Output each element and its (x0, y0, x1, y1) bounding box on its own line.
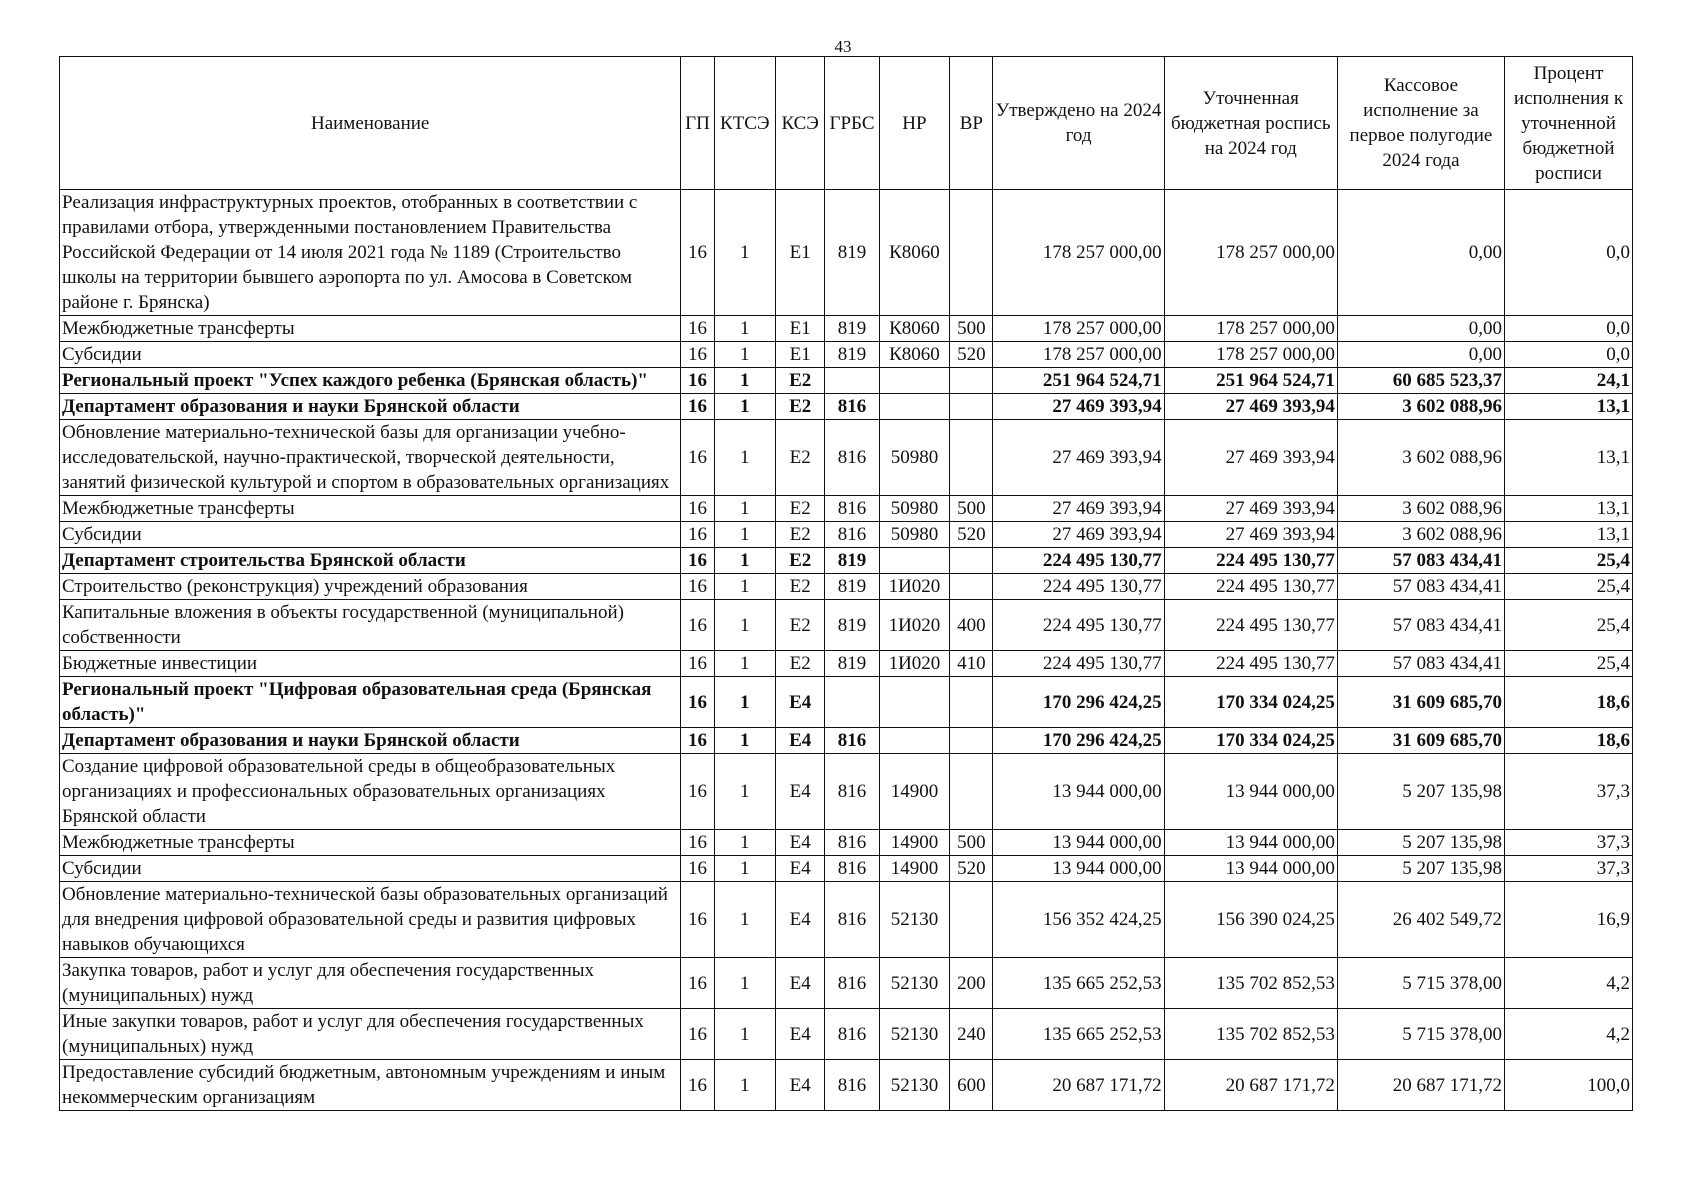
cell-ktse: 1 (714, 394, 775, 420)
cell-vr (950, 368, 993, 394)
cell-percent: 4,2 (1505, 1009, 1633, 1060)
cell-percent: 25,4 (1505, 651, 1633, 677)
cell-kse: E4 (775, 728, 824, 754)
cell-ktse: 1 (714, 574, 775, 600)
cell-kse: E4 (775, 677, 824, 728)
column-header-nr: НР (879, 57, 949, 190)
cell-name: Департамент образования и науки Брянской области (60, 728, 681, 754)
cell-cash: 57 083 434,41 (1337, 651, 1504, 677)
table-row (60, 830, 1633, 856)
cell-percent: 25,4 (1505, 574, 1633, 600)
column-header-percent: Процент исполнения к уточненной бюджетной росписи (1505, 57, 1633, 190)
cell-approved: 135 665 252,53 (993, 958, 1164, 1009)
cell-gp: 16 (681, 856, 714, 882)
cell-nr: 1И020 (879, 651, 949, 677)
cell-kse: E2 (775, 420, 824, 496)
cell-nr: 52130 (879, 882, 949, 958)
cell-gp: 16 (681, 420, 714, 496)
cell-ktse: 1 (714, 368, 775, 394)
table-row (60, 958, 1633, 1009)
cell-ktse: 1 (714, 958, 775, 1009)
cell-vr: 200 (950, 958, 993, 1009)
column-header-grbs: ГРБС (825, 57, 879, 190)
cell-percent: 25,4 (1505, 548, 1633, 574)
cell-kse: E2 (775, 368, 824, 394)
cell-vr (950, 677, 993, 728)
cell-ktse: 1 (714, 190, 775, 316)
table-row (60, 600, 1633, 651)
cell-grbs: 819 (825, 548, 879, 574)
column-header-name: Наименование (60, 57, 681, 190)
cell-ktse: 1 (714, 548, 775, 574)
cell-ktse: 1 (714, 677, 775, 728)
cell-percent: 0,0 (1505, 190, 1633, 316)
cell-ktse: 1 (714, 754, 775, 830)
cell-ktse: 1 (714, 856, 775, 882)
cell-kse: E4 (775, 958, 824, 1009)
cell-name: Строительство (реконструкция) учреждений образования (60, 574, 681, 600)
cell-gp: 16 (681, 548, 714, 574)
cell-cash: 5 207 135,98 (1337, 830, 1504, 856)
cell-percent: 24,1 (1505, 368, 1633, 394)
cell-gp: 16 (681, 368, 714, 394)
cell-approved: 27 469 393,94 (993, 522, 1164, 548)
table-row (60, 882, 1633, 958)
cell-ktse: 1 (714, 496, 775, 522)
cell-gp: 16 (681, 754, 714, 830)
table-row (60, 548, 1633, 574)
cell-approved: 170 296 424,25 (993, 728, 1164, 754)
cell-name: Бюджетные инвестиции (60, 651, 681, 677)
cell-name: Субсидии (60, 342, 681, 368)
cell-kse: E4 (775, 830, 824, 856)
cell-kse: E1 (775, 316, 824, 342)
table-row (60, 368, 1633, 394)
cell-vr (950, 882, 993, 958)
cell-grbs: 819 (825, 651, 879, 677)
cell-approved: 170 296 424,25 (993, 677, 1164, 728)
cell-vr (950, 728, 993, 754)
cell-approved: 13 944 000,00 (993, 830, 1164, 856)
cell-name: Создание цифровой образовательной среды в общеобразовательных организациях и профессиональных образовательных организациях Брянской области (60, 754, 681, 830)
cell-refined: 27 469 393,94 (1164, 522, 1337, 548)
cell-nr: К8060 (879, 316, 949, 342)
cell-cash: 5 207 135,98 (1337, 754, 1504, 830)
cell-approved: 251 964 524,71 (993, 368, 1164, 394)
cell-nr: 14900 (879, 830, 949, 856)
cell-cash: 57 083 434,41 (1337, 548, 1504, 574)
cell-refined: 27 469 393,94 (1164, 394, 1337, 420)
cell-approved: 178 257 000,00 (993, 316, 1164, 342)
cell-nr: 14900 (879, 754, 949, 830)
cell-percent: 18,6 (1505, 677, 1633, 728)
cell-cash: 26 402 549,72 (1337, 882, 1504, 958)
cell-nr: К8060 (879, 342, 949, 368)
cell-vr (950, 190, 993, 316)
cell-grbs: 816 (825, 754, 879, 830)
cell-approved: 13 944 000,00 (993, 754, 1164, 830)
cell-approved: 135 665 252,53 (993, 1009, 1164, 1060)
cell-vr: 400 (950, 600, 993, 651)
cell-kse: E2 (775, 496, 824, 522)
cell-cash: 31 609 685,70 (1337, 728, 1504, 754)
cell-nr (879, 728, 949, 754)
cell-ktse: 1 (714, 882, 775, 958)
cell-grbs: 819 (825, 342, 879, 368)
cell-percent: 18,6 (1505, 728, 1633, 754)
cell-grbs: 816 (825, 856, 879, 882)
column-header-gp: ГП (681, 57, 714, 190)
cell-gp: 16 (681, 958, 714, 1009)
table-row (60, 677, 1633, 728)
cell-grbs: 819 (825, 316, 879, 342)
cell-percent: 37,3 (1505, 856, 1633, 882)
cell-gp: 16 (681, 882, 714, 958)
cell-nr: 52130 (879, 958, 949, 1009)
cell-ktse: 1 (714, 651, 775, 677)
cell-gp: 16 (681, 522, 714, 548)
column-header-vr: ВР (950, 57, 993, 190)
table-row (60, 496, 1633, 522)
cell-name: Субсидии (60, 522, 681, 548)
table-row (60, 522, 1633, 548)
cell-cash: 60 685 523,37 (1337, 368, 1504, 394)
cell-approved: 13 944 000,00 (993, 856, 1164, 882)
cell-name: Департамент образования и науки Брянской области (60, 394, 681, 420)
cell-cash: 3 602 088,96 (1337, 420, 1504, 496)
cell-nr: 52130 (879, 1060, 949, 1111)
cell-refined: 170 334 024,25 (1164, 728, 1337, 754)
cell-cash: 20 687 171,72 (1337, 1060, 1504, 1111)
cell-percent: 13,1 (1505, 394, 1633, 420)
cell-refined: 135 702 852,53 (1164, 958, 1337, 1009)
cell-percent: 25,4 (1505, 600, 1633, 651)
cell-percent: 16,9 (1505, 882, 1633, 958)
cell-cash: 0,00 (1337, 316, 1504, 342)
cell-grbs: 816 (825, 496, 879, 522)
column-header-ktse: КТСЭ (714, 57, 775, 190)
cell-kse: E1 (775, 190, 824, 316)
cell-nr: 52130 (879, 1009, 949, 1060)
cell-gp: 16 (681, 394, 714, 420)
cell-nr (879, 677, 949, 728)
cell-approved: 178 257 000,00 (993, 342, 1164, 368)
cell-cash: 3 602 088,96 (1337, 394, 1504, 420)
cell-gp: 16 (681, 1060, 714, 1111)
cell-ktse: 1 (714, 1009, 775, 1060)
cell-grbs: 819 (825, 190, 879, 316)
cell-name: Межбюджетные трансферты (60, 496, 681, 522)
cell-kse: E2 (775, 522, 824, 548)
cell-gp: 16 (681, 190, 714, 316)
cell-name: Региональный проект "Цифровая образовательная среда (Брянская область)" (60, 677, 681, 728)
cell-refined: 224 495 130,77 (1164, 651, 1337, 677)
cell-grbs: 819 (825, 600, 879, 651)
cell-refined: 27 469 393,94 (1164, 420, 1337, 496)
cell-percent: 0,0 (1505, 316, 1633, 342)
cell-kse: E4 (775, 754, 824, 830)
cell-refined: 13 944 000,00 (1164, 754, 1337, 830)
cell-gp: 16 (681, 574, 714, 600)
cell-vr (950, 548, 993, 574)
page-number: 43 (834, 37, 852, 56)
cell-grbs: 816 (825, 728, 879, 754)
cell-approved: 224 495 130,77 (993, 574, 1164, 600)
table-row (60, 342, 1633, 368)
cell-nr: 50980 (879, 522, 949, 548)
cell-kse: E2 (775, 574, 824, 600)
cell-kse: E2 (775, 548, 824, 574)
cell-gp: 16 (681, 830, 714, 856)
cell-vr (950, 420, 993, 496)
table-row (60, 1060, 1633, 1111)
column-header-approved: Утверждено на 2024 год (993, 57, 1164, 190)
cell-nr: 50980 (879, 420, 949, 496)
cell-ktse: 1 (714, 600, 775, 651)
table-row (60, 1009, 1633, 1060)
cell-grbs: 819 (825, 574, 879, 600)
cell-percent: 0,0 (1505, 342, 1633, 368)
cell-vr (950, 754, 993, 830)
cell-grbs: 816 (825, 830, 879, 856)
cell-grbs: 816 (825, 958, 879, 1009)
cell-gp: 16 (681, 728, 714, 754)
cell-cash: 57 083 434,41 (1337, 600, 1504, 651)
cell-cash: 57 083 434,41 (1337, 574, 1504, 600)
table-header-row (60, 57, 1633, 190)
cell-percent: 37,3 (1505, 830, 1633, 856)
table-row (60, 754, 1633, 830)
table-row (60, 651, 1633, 677)
cell-kse: E4 (775, 1060, 824, 1111)
cell-kse: E2 (775, 600, 824, 651)
cell-approved: 20 687 171,72 (993, 1060, 1164, 1111)
column-header-kse: КСЭ (775, 57, 824, 190)
table-row (60, 574, 1633, 600)
cell-grbs: 816 (825, 522, 879, 548)
cell-name: Предоставление субсидий бюджетным, автономным учреждениям и иным некоммерческим организациям (60, 1060, 681, 1111)
column-header-cash: Кассовое исполнение за первое полугодие 2024 года (1337, 57, 1504, 190)
cell-grbs: 816 (825, 882, 879, 958)
cell-vr: 520 (950, 342, 993, 368)
cell-name: Региональный проект "Успех каждого ребенка (Брянская область)" (60, 368, 681, 394)
cell-refined: 178 257 000,00 (1164, 342, 1337, 368)
cell-grbs: 816 (825, 420, 879, 496)
cell-refined: 178 257 000,00 (1164, 190, 1337, 316)
cell-nr (879, 548, 949, 574)
cell-approved: 224 495 130,77 (993, 651, 1164, 677)
cell-vr (950, 574, 993, 600)
cell-kse: E4 (775, 1009, 824, 1060)
cell-approved: 178 257 000,00 (993, 190, 1164, 316)
cell-cash: 0,00 (1337, 342, 1504, 368)
cell-approved: 156 352 424,25 (993, 882, 1164, 958)
cell-name: Обновление материально-технической базы для организации учебно-исследовательской, научно-практической, творческой деятельности, занятий физической культурой и спортом в образовательных организациях (60, 420, 681, 496)
table-row (60, 728, 1633, 754)
cell-percent: 13,1 (1505, 496, 1633, 522)
cell-approved: 27 469 393,94 (993, 420, 1164, 496)
cell-refined: 224 495 130,77 (1164, 548, 1337, 574)
cell-vr: 500 (950, 830, 993, 856)
cell-refined: 20 687 171,72 (1164, 1060, 1337, 1111)
cell-name: Иные закупки товаров, работ и услуг для обеспечения государственных (муниципальных) нужд (60, 1009, 681, 1060)
cell-name: Капитальные вложения в объекты государственной (муниципальной) собственности (60, 600, 681, 651)
cell-nr (879, 368, 949, 394)
cell-kse: E4 (775, 856, 824, 882)
cell-nr: 1И020 (879, 600, 949, 651)
cell-vr (950, 394, 993, 420)
cell-vr: 600 (950, 1060, 993, 1111)
cell-grbs (825, 677, 879, 728)
cell-nr (879, 394, 949, 420)
cell-approved: 224 495 130,77 (993, 600, 1164, 651)
cell-approved: 224 495 130,77 (993, 548, 1164, 574)
cell-approved: 27 469 393,94 (993, 394, 1164, 420)
cell-name: Межбюджетные трансферты (60, 830, 681, 856)
cell-grbs (825, 368, 879, 394)
cell-refined: 178 257 000,00 (1164, 316, 1337, 342)
cell-gp: 16 (681, 1009, 714, 1060)
cell-grbs: 816 (825, 1060, 879, 1111)
cell-ktse: 1 (714, 342, 775, 368)
cell-refined: 135 702 852,53 (1164, 1009, 1337, 1060)
cell-cash: 5 207 135,98 (1337, 856, 1504, 882)
cell-refined: 156 390 024,25 (1164, 882, 1337, 958)
table-row (60, 856, 1633, 882)
cell-cash: 3 602 088,96 (1337, 522, 1504, 548)
cell-gp: 16 (681, 496, 714, 522)
cell-vr: 410 (950, 651, 993, 677)
column-header-refined: Уточненная бюджетная роспись на 2024 год (1164, 57, 1337, 190)
cell-vr: 240 (950, 1009, 993, 1060)
cell-approved: 27 469 393,94 (993, 496, 1164, 522)
cell-gp: 16 (681, 651, 714, 677)
cell-cash: 5 715 378,00 (1337, 958, 1504, 1009)
cell-name: Департамент строительства Брянской области (60, 548, 681, 574)
cell-name: Реализация инфраструктурных проектов, отобранных в соответствии с правилами отбора, утвержденными постановлением Правительства Российской Федерации от 14 июля 2021 года № 1189 (Строительство школы на территории бывшего аэропорта по ул. Амосова в Советском районе г. Брянска) (60, 190, 681, 316)
cell-gp: 16 (681, 342, 714, 368)
cell-name: Обновление материально-технической базы образовательных организаций для внедрения цифровой образовательной среды и развития цифровых навыков обучающихся (60, 882, 681, 958)
cell-percent: 4,2 (1505, 958, 1633, 1009)
cell-kse: E2 (775, 394, 824, 420)
cell-nr: 50980 (879, 496, 949, 522)
cell-vr: 520 (950, 522, 993, 548)
cell-grbs: 816 (825, 394, 879, 420)
table-row (60, 420, 1633, 496)
cell-refined: 251 964 524,71 (1164, 368, 1337, 394)
cell-name: Субсидии (60, 856, 681, 882)
cell-refined: 224 495 130,77 (1164, 600, 1337, 651)
cell-percent: 37,3 (1505, 754, 1633, 830)
cell-percent: 13,1 (1505, 522, 1633, 548)
budget-table (59, 56, 1633, 1111)
cell-nr: 1И020 (879, 574, 949, 600)
cell-gp: 16 (681, 316, 714, 342)
cell-refined: 13 944 000,00 (1164, 856, 1337, 882)
cell-ktse: 1 (714, 420, 775, 496)
cell-cash: 3 602 088,96 (1337, 496, 1504, 522)
cell-grbs: 816 (825, 1009, 879, 1060)
table-row (60, 190, 1633, 316)
cell-kse: E1 (775, 342, 824, 368)
cell-percent: 100,0 (1505, 1060, 1633, 1111)
table-row (60, 394, 1633, 420)
cell-ktse: 1 (714, 830, 775, 856)
cell-vr: 500 (950, 316, 993, 342)
cell-kse: E2 (775, 651, 824, 677)
cell-cash: 5 715 378,00 (1337, 1009, 1504, 1060)
cell-percent: 13,1 (1505, 420, 1633, 496)
cell-refined: 27 469 393,94 (1164, 496, 1337, 522)
cell-cash: 0,00 (1337, 190, 1504, 316)
cell-refined: 13 944 000,00 (1164, 830, 1337, 856)
cell-nr: К8060 (879, 190, 949, 316)
cell-vr: 500 (950, 496, 993, 522)
cell-vr: 520 (950, 856, 993, 882)
cell-ktse: 1 (714, 316, 775, 342)
cell-ktse: 1 (714, 1060, 775, 1111)
cell-cash: 31 609 685,70 (1337, 677, 1504, 728)
cell-gp: 16 (681, 600, 714, 651)
cell-nr: 14900 (879, 856, 949, 882)
cell-refined: 170 334 024,25 (1164, 677, 1337, 728)
cell-name: Межбюджетные трансферты (60, 316, 681, 342)
cell-refined: 224 495 130,77 (1164, 574, 1337, 600)
cell-kse: E4 (775, 882, 824, 958)
table-row (60, 316, 1633, 342)
cell-ktse: 1 (714, 522, 775, 548)
cell-ktse: 1 (714, 728, 775, 754)
cell-gp: 16 (681, 677, 714, 728)
cell-name: Закупка товаров, работ и услуг для обеспечения государственных (муниципальных) нужд (60, 958, 681, 1009)
